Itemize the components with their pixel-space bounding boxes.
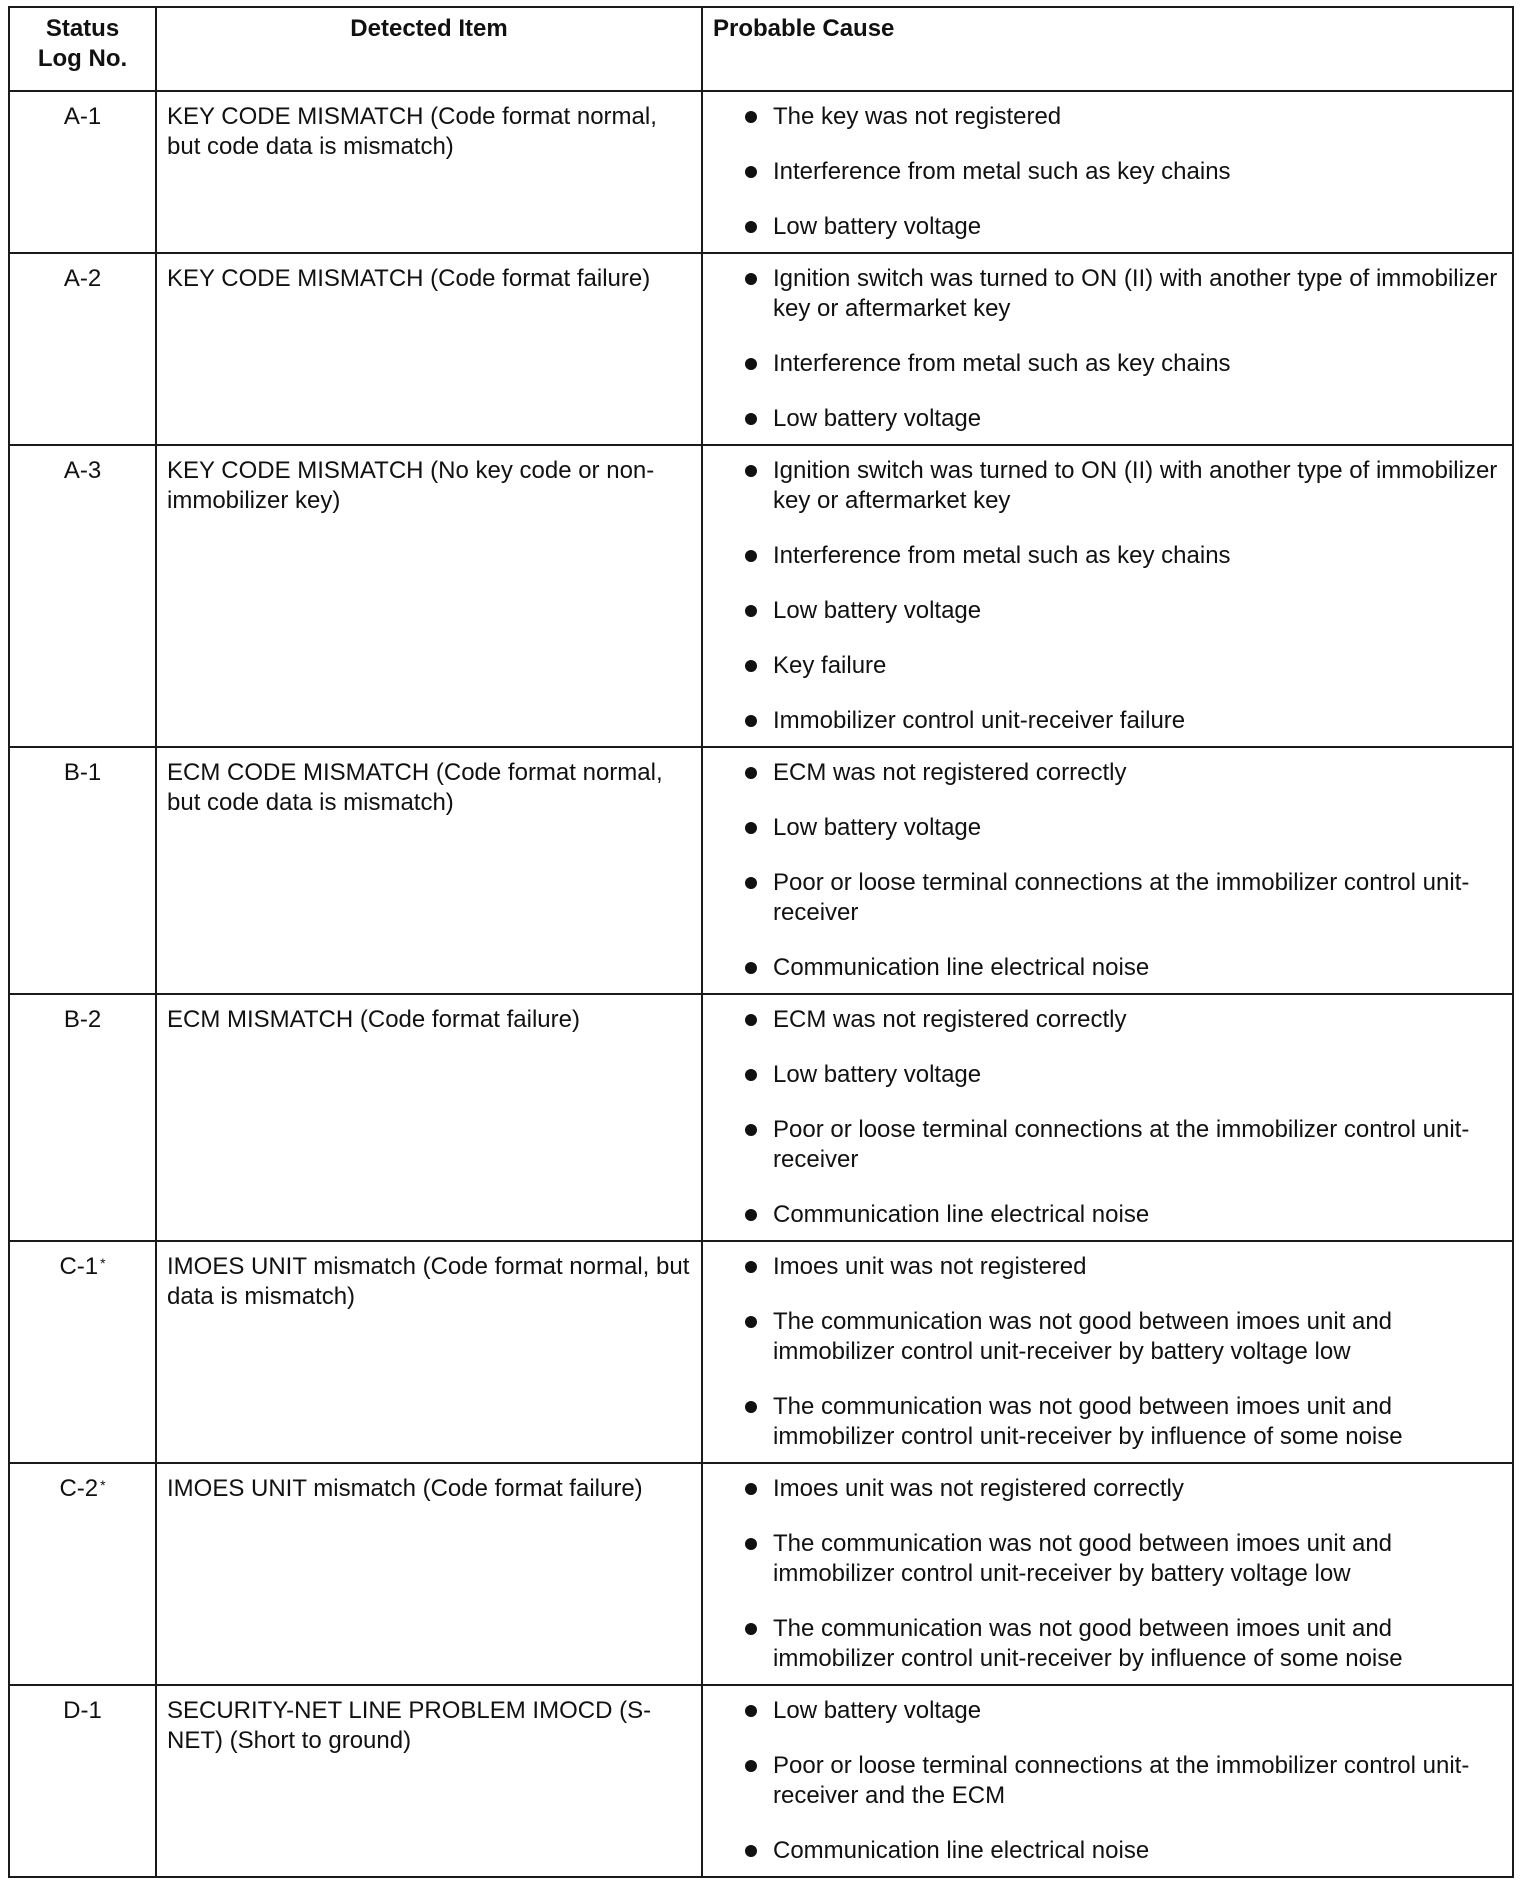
status-log-no-cell [9, 1241, 156, 1463]
bullet-icon [745, 166, 757, 178]
cause-text: The communication was not good between imoes unit and immobilizer control unit-receiver by battery voltage low [773, 1530, 1393, 1587]
cause-list [713, 1252, 1502, 1452]
cause-text: Communication line electrical noise [773, 954, 1150, 981]
cause-text: The key was not registered [773, 103, 1062, 130]
bullet-icon [745, 660, 757, 672]
cause-list-item [713, 157, 1502, 187]
probable-cause-cell [702, 1685, 1513, 1877]
status-log-code: A-1 [63, 103, 102, 130]
footnote-asterisk: * [100, 1477, 106, 1493]
cause-list [713, 102, 1502, 242]
detected-item-cell: KEY CODE MISMATCH (Code format normal, but code data is mismatch) [156, 91, 702, 253]
cause-text: Low battery voltage [773, 814, 982, 841]
cause-list-item [713, 1060, 1502, 1090]
detected-item-cell: ECM CODE MISMATCH (Code format normal, but code data is mismatch) [156, 747, 702, 994]
cause-list-item [713, 1836, 1502, 1866]
probable-cause-cell [702, 747, 1513, 994]
cause-list [713, 1696, 1502, 1866]
bullet-icon [745, 273, 757, 285]
cause-list-item [713, 1307, 1502, 1367]
bullet-icon [745, 605, 757, 617]
table-body [9, 91, 1513, 1877]
cause-list-item [713, 706, 1502, 736]
detected-item-cell: SECURITY-NET LINE PROBLEM IMOCD (S-NET) (Short to ground) [156, 1685, 702, 1877]
cause-list-item [713, 404, 1502, 434]
probable-cause-cell [702, 445, 1513, 747]
footnote-asterisk: * [100, 1255, 106, 1271]
status-log-code: B-1 [63, 759, 102, 786]
cause-list-item [713, 1115, 1502, 1175]
cause-list-item [713, 541, 1502, 571]
status-log-no-cell [9, 91, 156, 253]
cause-list-item [713, 1474, 1502, 1504]
probable-cause-cell [702, 994, 1513, 1241]
table-row [9, 253, 1513, 445]
cause-list-item [713, 813, 1502, 843]
status-log-code: B-2 [63, 1006, 102, 1033]
cause-text: Immobilizer control unit-receiver failure [773, 707, 1186, 734]
table-row [9, 445, 1513, 747]
cause-list-item [713, 456, 1502, 516]
table-row [9, 91, 1513, 253]
cause-list-item [713, 212, 1502, 242]
cause-text: Interference from metal such as key chains [773, 350, 1231, 377]
status-log-no-cell [9, 747, 156, 994]
cause-text: Poor or loose terminal connections at the immobilizer control unit-receiver [773, 869, 1470, 926]
detected-item-cell: IMOES UNIT mismatch (Code format failure) [156, 1463, 702, 1685]
cause-list-item [713, 1392, 1502, 1452]
status-log-code: D-1 [63, 1697, 102, 1724]
cause-text: Communication line electrical noise [773, 1201, 1150, 1228]
header-probable-cause: Probable Cause [702, 7, 1513, 91]
cause-list [713, 1474, 1502, 1674]
bullet-icon [745, 1705, 757, 1717]
cause-list-item [713, 102, 1502, 132]
bullet-icon [745, 1316, 757, 1328]
status-log-no-cell [9, 253, 156, 445]
cause-list [713, 758, 1502, 983]
cause-list-item [713, 651, 1502, 681]
bullet-icon [745, 1760, 757, 1772]
bullet-icon [745, 413, 757, 425]
status-log-code: A-3 [63, 457, 102, 484]
bullet-icon [745, 550, 757, 562]
status-log-no-cell [9, 1685, 156, 1877]
cause-list-item [713, 349, 1502, 379]
cause-list-item [713, 1751, 1502, 1811]
status-log-code: C-1 [59, 1253, 99, 1280]
bullet-icon [745, 221, 757, 233]
probable-cause-cell [702, 1463, 1513, 1685]
table-row [9, 1685, 1513, 1877]
bullet-icon [745, 1124, 757, 1136]
bullet-icon [745, 1261, 757, 1273]
cause-text: Ignition switch was turned to ON (II) with another type of immobilizer key or aftermarket key [773, 457, 1498, 514]
cause-text: ECM was not registered correctly [773, 759, 1127, 786]
probable-cause-cell [702, 1241, 1513, 1463]
bullet-icon [745, 1845, 757, 1857]
bullet-icon [745, 358, 757, 370]
cause-list-item [713, 868, 1502, 928]
cause-text: Poor or loose terminal connections at the immobilizer control unit-receiver and the ECM [773, 1752, 1470, 1809]
cause-text: Low battery voltage [773, 1061, 982, 1088]
probable-cause-cell [702, 253, 1513, 445]
status-log-code: C-2 [59, 1475, 99, 1502]
cause-list-item [713, 1200, 1502, 1230]
status-log-code: A-2 [63, 265, 102, 292]
status-log-no-cell [9, 1463, 156, 1685]
cause-list-item [713, 953, 1502, 983]
table-row [9, 747, 1513, 994]
status-log-no-cell [9, 445, 156, 747]
bullet-icon [745, 1401, 757, 1413]
cause-list [713, 456, 1502, 736]
cause-list-item [713, 1252, 1502, 1282]
bullet-icon [745, 1069, 757, 1081]
bullet-icon [745, 962, 757, 974]
cause-text: The communication was not good between imoes unit and immobilizer control unit-receiver by battery voltage low [773, 1308, 1393, 1365]
bullet-icon [745, 111, 757, 123]
cause-text: Low battery voltage [773, 1697, 982, 1724]
cause-text: Low battery voltage [773, 597, 982, 624]
cause-list-item [713, 596, 1502, 626]
bullet-icon [745, 822, 757, 834]
cause-list-item [713, 1696, 1502, 1726]
probable-cause-cell [702, 91, 1513, 253]
bullet-icon [745, 767, 757, 779]
detected-item-cell: KEY CODE MISMATCH (Code format failure) [156, 253, 702, 445]
cause-text: The communication was not good between imoes unit and immobilizer control unit-receiver by influence of some noise [773, 1615, 1403, 1672]
cause-text: Imoes unit was not registered correctly [773, 1475, 1184, 1502]
bullet-icon [745, 1014, 757, 1026]
cause-text: Key failure [773, 652, 887, 679]
header-status-log-no: Status Log No. [9, 7, 156, 91]
table-header-row [9, 7, 1513, 91]
detected-item-cell: ECM MISMATCH (Code format failure) [156, 994, 702, 1241]
bullet-icon [745, 465, 757, 477]
bullet-icon [745, 715, 757, 727]
status-log-no-cell [9, 994, 156, 1241]
bullet-icon [745, 1538, 757, 1550]
cause-text: Poor or loose terminal connections at the immobilizer control unit-receiver [773, 1116, 1470, 1173]
cause-text: Communication line electrical noise [773, 1837, 1150, 1864]
cause-list-item [713, 1529, 1502, 1589]
detected-item-cell: KEY CODE MISMATCH (No key code or non-immobilizer key) [156, 445, 702, 747]
cause-list-item [713, 264, 1502, 324]
bullet-icon [745, 1623, 757, 1635]
status-log-table [8, 6, 1514, 1878]
cause-list [713, 1005, 1502, 1230]
cause-list [713, 264, 1502, 434]
cause-text: Imoes unit was not registered [773, 1253, 1087, 1280]
cause-list-item [713, 758, 1502, 788]
cause-text: Ignition switch was turned to ON (II) with another type of immobilizer key or aftermarket key [773, 265, 1498, 322]
cause-text: ECM was not registered correctly [773, 1006, 1127, 1033]
cause-text: The communication was not good between imoes unit and immobilizer control unit-receiver by influence of some noise [773, 1393, 1403, 1450]
cause-text: Interference from metal such as key chains [773, 542, 1231, 569]
bullet-icon [745, 1209, 757, 1221]
cause-text: Interference from metal such as key chains [773, 158, 1231, 185]
table-row [9, 1241, 1513, 1463]
header-detected-item: Detected Item [156, 7, 702, 91]
cause-text: Low battery voltage [773, 213, 982, 240]
detected-item-cell: IMOES UNIT mismatch (Code format normal, but data is mismatch) [156, 1241, 702, 1463]
cause-list-item [713, 1005, 1502, 1035]
table-row [9, 1463, 1513, 1685]
bullet-icon [745, 1483, 757, 1495]
cause-text: Low battery voltage [773, 405, 982, 432]
bullet-icon [745, 877, 757, 889]
table-row [9, 994, 1513, 1241]
status-log-table-page [8, 6, 1512, 1878]
cause-list-item [713, 1614, 1502, 1674]
